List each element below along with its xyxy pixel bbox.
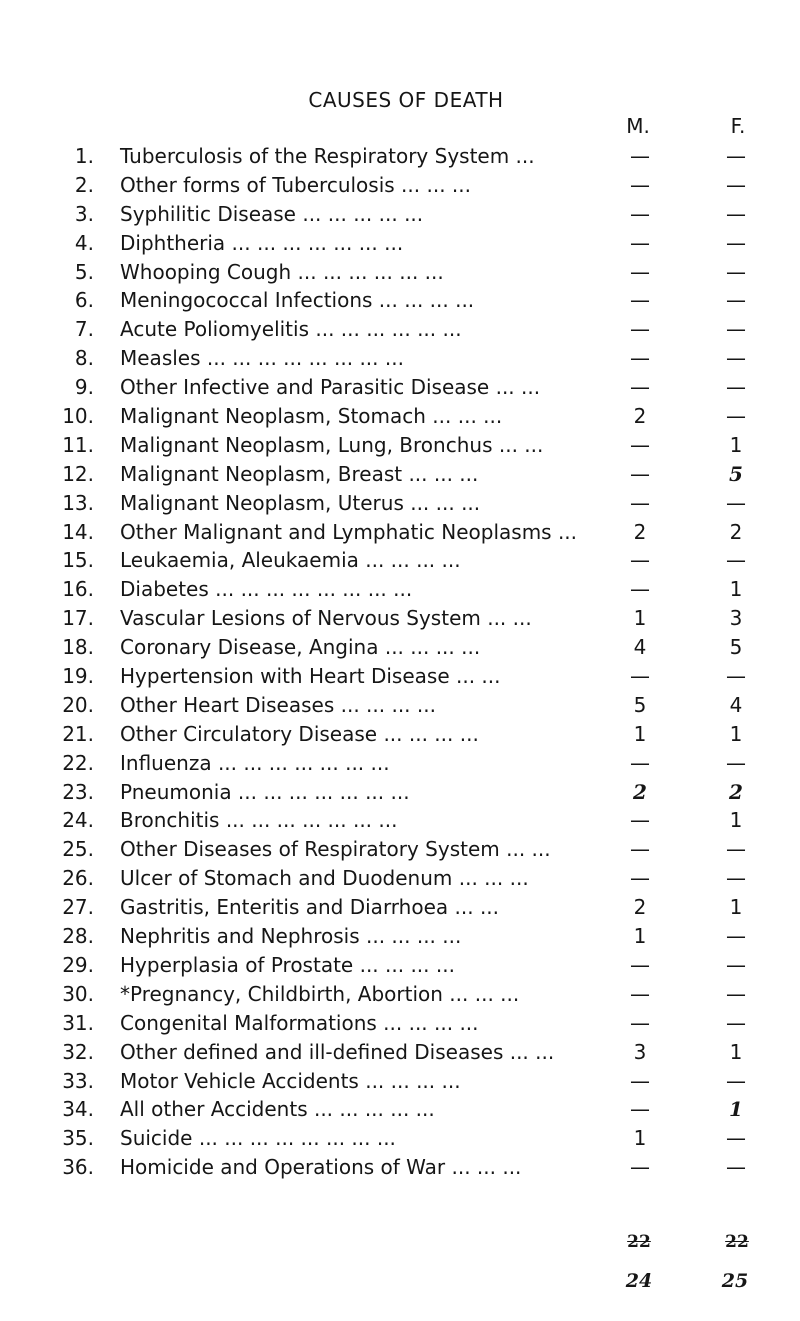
table-row xyxy=(0,1038,800,1067)
male-count: 2 xyxy=(633,404,647,429)
table-row xyxy=(0,258,800,287)
male-count: — xyxy=(630,866,650,891)
male-count: — xyxy=(630,288,650,313)
cause-label: Measles ... ... ... ... ... ... ... ... xyxy=(120,346,404,371)
female-count: — xyxy=(726,1068,746,1093)
row-number: 9. xyxy=(74,375,94,400)
male-count: — xyxy=(630,548,650,573)
table-row xyxy=(0,575,800,604)
table-row xyxy=(0,546,800,575)
table-row xyxy=(0,893,800,922)
row-number: 6. xyxy=(74,288,94,313)
female-count: — xyxy=(726,288,746,313)
table-row xyxy=(0,142,800,171)
table-row xyxy=(0,460,800,489)
table-row xyxy=(0,749,800,778)
row-number: 12. xyxy=(62,461,94,486)
table-row xyxy=(0,662,800,691)
cause-label: Nephritis and Nephrosis ... ... ... ... xyxy=(120,924,462,949)
table-row xyxy=(0,1153,800,1182)
male-count: — xyxy=(630,1068,650,1093)
female-count: — xyxy=(726,317,746,342)
row-number: 13. xyxy=(62,490,94,515)
male-count: — xyxy=(630,172,650,197)
male-count: 3 xyxy=(633,1039,647,1064)
cause-label: *Pregnancy, Childbirth, Abortion ... ... ... xyxy=(120,981,520,1006)
table-row xyxy=(0,229,800,258)
cause-label: Malignant Neoplasm, Uterus ... ... ... xyxy=(120,490,481,515)
cause-label: Diabetes ... ... ... ... ... ... ... ... xyxy=(120,577,413,602)
cause-label: Influenza ... ... ... ... ... ... ... xyxy=(120,750,390,775)
female-count: — xyxy=(726,201,746,226)
male-count: — xyxy=(630,981,650,1006)
row-number: 1. xyxy=(74,144,94,168)
cause-label: Motor Vehicle Accidents ... ... ... ... xyxy=(120,1068,461,1093)
female-count: 2 xyxy=(729,779,743,804)
row-number: 14. xyxy=(62,519,94,544)
row-number: 20. xyxy=(62,692,94,717)
female-count: 3 xyxy=(729,606,743,631)
cause-label: Other Infective and Parasitic Disease ... ... xyxy=(120,375,541,400)
female-count: — xyxy=(726,144,746,168)
cause-label: Other Heart Diseases ... ... ... ... xyxy=(120,692,436,717)
cause-label: Malignant Neoplasm, Lung, Bronchus ... ... xyxy=(120,432,544,457)
female-count: — xyxy=(726,548,746,573)
row-number: 34. xyxy=(62,1097,94,1122)
table-row xyxy=(0,633,800,662)
row-number: 17. xyxy=(62,606,94,631)
cause-label: Other forms of Tuberculosis ... ... ... xyxy=(120,172,471,197)
female-count: — xyxy=(726,1126,746,1151)
female-count: — xyxy=(726,346,746,371)
table-row xyxy=(0,980,800,1009)
female-count: — xyxy=(726,259,746,284)
female-count: 1 xyxy=(729,577,743,602)
female-count: 1 xyxy=(729,1097,743,1122)
cause-label: Meningococcal Infections ... ... ... ... xyxy=(120,288,475,313)
male-count: — xyxy=(630,230,650,255)
cause-label: Congenital Malformations ... ... ... ... xyxy=(120,1010,479,1035)
female-count: — xyxy=(726,924,746,949)
total-male: 24 xyxy=(625,1270,653,1292)
row-number: 32. xyxy=(62,1039,94,1064)
female-count: — xyxy=(726,172,746,197)
row-number: 33. xyxy=(62,1068,94,1093)
male-count: — xyxy=(630,346,650,371)
male-count: — xyxy=(630,201,650,226)
table-row xyxy=(0,604,800,633)
female-count: — xyxy=(726,981,746,1006)
male-count: — xyxy=(630,461,650,486)
female-count: — xyxy=(726,404,746,429)
male-count: 1 xyxy=(633,924,647,949)
table-row xyxy=(0,402,800,431)
row-number: 22. xyxy=(62,750,94,775)
table-row xyxy=(0,691,800,720)
row-number: 31. xyxy=(62,1010,94,1035)
cause-label: Pneumonia ... ... ... ... ... ... ... xyxy=(120,779,410,804)
table-row xyxy=(0,286,800,315)
row-number: 26. xyxy=(62,866,94,891)
female-count: 5 xyxy=(729,461,743,486)
male-count: — xyxy=(630,952,650,977)
table-row xyxy=(0,1009,800,1038)
male-count: — xyxy=(630,144,650,168)
male-count: 2 xyxy=(633,779,647,804)
male-count: — xyxy=(630,808,650,833)
cause-label: Bronchitis ... ... ... ... ... ... ... xyxy=(120,808,398,833)
male-count: — xyxy=(630,837,650,862)
male-count: — xyxy=(630,577,650,602)
male-count: — xyxy=(630,1155,650,1180)
male-count: — xyxy=(630,750,650,775)
row-number: 3. xyxy=(74,201,94,226)
cause-label: Coronary Disease, Angina ... ... ... ... xyxy=(120,635,481,660)
row-number: 5. xyxy=(74,259,94,284)
table-row xyxy=(0,1095,800,1124)
female-count: — xyxy=(726,837,746,862)
cause-label: Acute Poliomyelitis ... ... ... ... ... ... xyxy=(120,317,462,342)
row-number: 24. xyxy=(62,808,94,833)
female-count: 2 xyxy=(729,519,743,544)
female-count: 1 xyxy=(729,1039,743,1064)
female-count: 1 xyxy=(729,432,743,457)
row-number: 10. xyxy=(62,404,94,429)
male-count: 2 xyxy=(633,895,647,920)
female-count: 1 xyxy=(729,895,743,920)
cause-label: Gastritis, Enteritis and Diarrhoea ... ... xyxy=(120,895,500,920)
cause-label: Suicide ... ... ... ... ... ... ... ... xyxy=(120,1126,396,1151)
table-row xyxy=(0,835,800,864)
female-count: — xyxy=(726,750,746,775)
row-number: 15. xyxy=(62,548,94,573)
table-row xyxy=(0,489,800,518)
row-number: 8. xyxy=(74,346,94,371)
column-header-male: M. xyxy=(626,114,650,138)
male-count: — xyxy=(630,490,650,515)
cause-label: Diphtheria ... ... ... ... ... ... ... xyxy=(120,230,404,255)
cause-label: Malignant Neoplasm, Stomach ... ... ... xyxy=(120,404,503,429)
row-number: 28. xyxy=(62,924,94,949)
male-count: 1 xyxy=(633,721,647,746)
row-number: 18. xyxy=(62,635,94,660)
row-number: 23. xyxy=(62,779,94,804)
struck-total-male: 22 xyxy=(627,1232,651,1252)
male-count: — xyxy=(630,1010,650,1035)
female-count: 5 xyxy=(729,635,743,660)
female-count: 4 xyxy=(729,692,743,717)
cause-label: Ulcer of Stomach and Duodenum ... ... ... xyxy=(120,866,529,891)
table-row xyxy=(0,864,800,893)
female-count: — xyxy=(726,664,746,689)
cause-label: Malignant Neoplasm, Breast ... ... ... xyxy=(120,461,479,486)
female-count: 1 xyxy=(729,808,743,833)
table-row xyxy=(0,315,800,344)
row-number: 19. xyxy=(62,664,94,689)
row-number: 2. xyxy=(74,172,94,197)
row-number: 27. xyxy=(62,895,94,920)
row-number: 11. xyxy=(62,432,94,457)
male-count: — xyxy=(630,375,650,400)
table-row xyxy=(0,344,800,373)
cause-label: Homicide and Operations of War ... ... ... xyxy=(120,1155,522,1180)
table-row xyxy=(0,778,800,807)
cause-label: Other defined and ill-defined Diseases ... ... xyxy=(120,1039,555,1064)
row-number: 35. xyxy=(62,1126,94,1151)
row-number: 4. xyxy=(74,230,94,255)
table-row xyxy=(0,1067,800,1096)
table-row xyxy=(0,200,800,229)
table-row xyxy=(0,373,800,402)
total-female: 25 xyxy=(721,1270,749,1292)
table-row xyxy=(0,1124,800,1153)
female-count: — xyxy=(726,866,746,891)
table-row xyxy=(0,171,800,200)
table-row xyxy=(0,806,800,835)
female-count: — xyxy=(726,1010,746,1035)
cause-label: Vascular Lesions of Nervous System ... ... xyxy=(120,606,532,631)
cause-label: Syphilitic Disease ... ... ... ... ... xyxy=(120,201,424,226)
cause-label: All other Accidents ... ... ... ... ... xyxy=(120,1097,435,1122)
row-number: 29. xyxy=(62,952,94,977)
cause-label: Hyperplasia of Prostate ... ... ... ... xyxy=(120,952,455,977)
cause-label: Other Diseases of Respiratory System ... ... xyxy=(120,837,551,862)
male-count: — xyxy=(630,259,650,284)
female-count: — xyxy=(726,230,746,255)
male-count: — xyxy=(630,664,650,689)
female-count: — xyxy=(726,1155,746,1180)
page-title: CAUSES OF DEATH xyxy=(308,88,504,112)
male-count: 2 xyxy=(633,519,647,544)
row-number: 16. xyxy=(62,577,94,602)
row-number: 30. xyxy=(62,981,94,1006)
table-row xyxy=(0,922,800,951)
table-row xyxy=(0,951,800,980)
female-count: — xyxy=(726,952,746,977)
cause-label: Tuberculosis of the Respiratory System ... xyxy=(120,144,535,168)
female-count: — xyxy=(726,375,746,400)
cause-label: Other Circulatory Disease ... ... ... ... xyxy=(120,721,479,746)
row-number: 25. xyxy=(62,837,94,862)
row-number: 36. xyxy=(62,1155,94,1180)
cause-label: Other Malignant and Lymphatic Neoplasms ... xyxy=(120,519,578,544)
table-row xyxy=(0,431,800,460)
struck-total-female: 22 xyxy=(725,1232,749,1252)
cause-label: Whooping Cough ... ... ... ... ... ... xyxy=(120,259,444,284)
male-count: 1 xyxy=(633,1126,647,1151)
male-count: — xyxy=(630,317,650,342)
male-count: — xyxy=(630,1097,650,1122)
female-count: 1 xyxy=(729,721,743,746)
cause-label: Hypertension with Heart Disease ... ... xyxy=(120,664,501,689)
table-row xyxy=(0,518,800,547)
row-number: 21. xyxy=(62,721,94,746)
male-count: 5 xyxy=(633,692,647,717)
column-header-female: F. xyxy=(730,114,746,138)
female-count: — xyxy=(726,490,746,515)
row-number: 7. xyxy=(74,317,94,342)
table-row xyxy=(0,720,800,749)
male-count: — xyxy=(630,432,650,457)
male-count: 1 xyxy=(633,606,647,631)
male-count: 4 xyxy=(633,635,647,660)
causes-table xyxy=(0,142,800,1182)
cause-label: Leukaemia, Aleukaemia ... ... ... ... xyxy=(120,548,461,573)
